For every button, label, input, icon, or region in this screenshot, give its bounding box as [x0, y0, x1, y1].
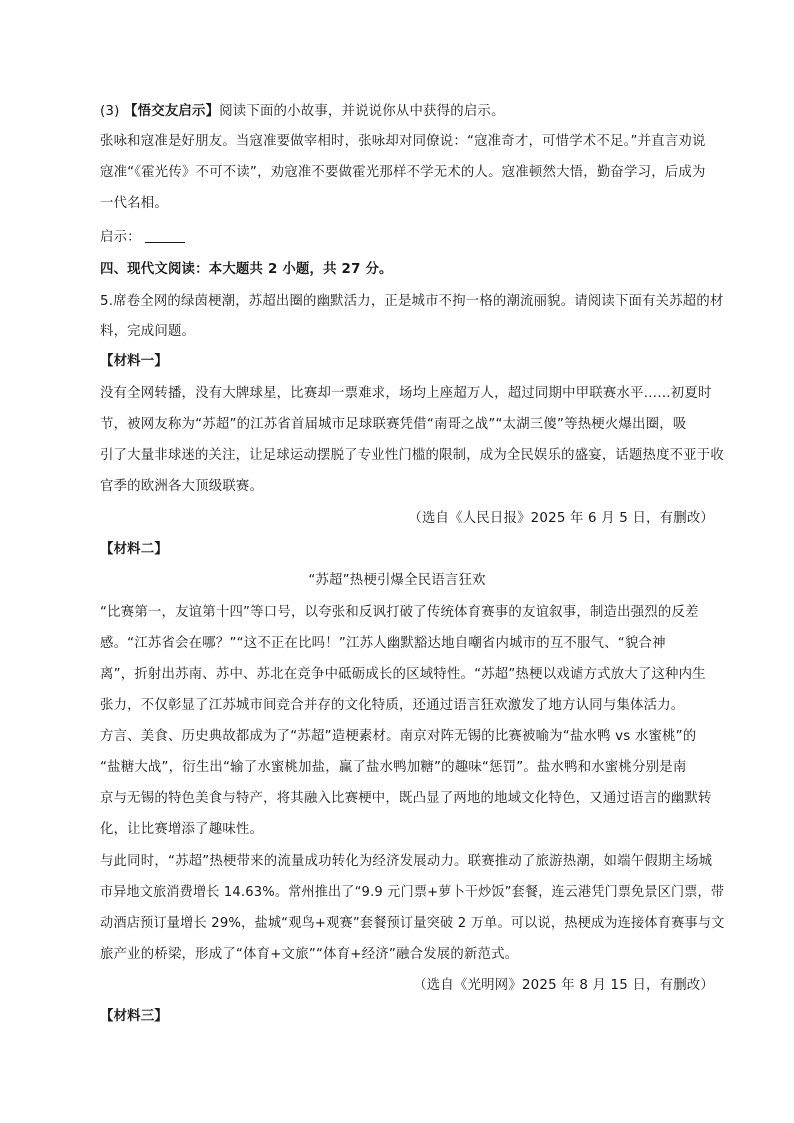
answer-line [100, 228, 185, 248]
material-2-label: 【材料二】 [100, 542, 168, 557]
material-1-label: 【材料一】 [100, 354, 168, 369]
material-3-label: 【材料三】 [100, 1009, 168, 1024]
material-2-line-1: “比赛第一，友谊第十四”等口号，以夸张和反讽打破了传统体育赛事的友谊叙事，制造出强烈的反差 [100, 605, 699, 620]
material-2-line-10: 市异地文旅消费增长 14.63%。常州推出了“9.9 元门票+萝卜干炒饭”套餐，连云港凭门票免景区门票，带 [100, 885, 725, 900]
question-5-intro-line-1: 5.席卷全网的绿茵梗潮，苏超出圈的幽默活力，正是城市不拘一格的潮流丽貌。请阅读下面有关苏超的材 [100, 294, 724, 309]
material-2-line-8: 化，让比赛增添了趣味性。 [100, 822, 264, 837]
material-2-line-4: 张力，不仅彰显了江苏城市间竞合并存的文化特质，还通过语言狂欢激发了地方认同与集体活力。 [100, 698, 685, 713]
material-2-line-9: 与此同时，“苏超”热梗带来的流量成功转化为经济发展动力。联赛推动了旅游热潮，如端午假期主场城 [100, 854, 713, 869]
material-2-title: “苏超”热梗引爆全民语言狂欢 [308, 573, 486, 588]
question-3-heading [100, 102, 505, 122]
question-prompt: 阅读下面的小故事，并说说你从中获得的启示。 [219, 104, 505, 119]
material-2-line-12: 旅产业的桥梁，形成了“体育+文旅”“体育+经济”融合发展的新范式。 [100, 947, 519, 962]
material-1-source: （选自《人民日报》2025 年 6 月 5 日，有删改） [408, 511, 714, 526]
material-2-line-3: 离”，折射出苏南、苏中、苏北在竞争中砥砺成长的区域特性。“苏超”热梗以戏谑方式放大了这种内生 [100, 667, 706, 682]
material-2-line-6: “盐糖大战”，衍生出“输了水蜜桃加盐，赢了盐水鸭加糖”的趣味“惩罚”。盐水鸭和水蜜桃分别是南 [100, 760, 687, 775]
material-2-line-11: 动酒店预订量增长 29%，盐城“观鸟+观赛”套餐预订量突破 2 万单。可以说，热梗成为连接体育赛事与文 [100, 916, 725, 931]
question-number: (3) [100, 104, 120, 119]
material-1-line-2: 节，被网友称为“苏超”的江苏省首届城市足球联赛凭借“南哥之战”“太湖三傻”等热梗火爆出圈，吸 [100, 417, 687, 432]
story-line-1: 张咏和寇准是好朋友。当寇准要做宰相时，张咏却对同僚说：“寇准奇才，可惜学术不足。”并直言劝说 [100, 134, 706, 149]
material-2-line-7: 京与无锡的特色美食与特产，将其融入比赛梗中，既凸显了两地的地域文化特色，又通过语言的幽默转 [100, 791, 712, 806]
material-2-line-2: 感。“江苏省会在哪？”“这不正在比吗！”江苏人幽默豁达地自嘲省内城市的互不服气、“貌合神 [100, 636, 666, 651]
material-1-line-1: 没有全网转播，没有大牌球星，比赛却一票难求，场均上座超万人，超过同期中甲联赛水平……初夏时 [100, 386, 712, 401]
section-4-title: 四、现代文阅读：本大题共 2 小题，共 27 分。 [100, 262, 393, 277]
question-tag: 【悟交友启示】 [124, 104, 220, 119]
answer-label: 启示： [100, 230, 141, 245]
question-5-intro-line-2: 料，完成问题。 [100, 324, 196, 339]
material-2-source: （选自《光明网》2025 年 8 月 15 日，有删改） [413, 978, 714, 993]
material-1-line-4: 官季的欧洲各大顶级联赛。 [100, 479, 264, 494]
material-1-line-3: 引了大量非球迷的关注，让足球运动摆脱了专业性门槛的限制，成为全民娱乐的盛宴，话题热度不亚于收 [100, 448, 724, 463]
material-2-line-5: 方言、美食、历史典故都成为了“苏超”造梗素材。南京对阵无锡的比赛被喻为“盐水鸭 vs 水蜜桃”的 [100, 729, 697, 744]
answer-blank[interactable] [145, 228, 185, 243]
story-line-3: 一代名相。 [100, 196, 168, 211]
story-line-2: 寇准“《霍光传》不可不读”，劝寇准不要做霍光那样不学无术的人。寇准顿然大悟，勤奋学习，后成为 [100, 165, 706, 180]
